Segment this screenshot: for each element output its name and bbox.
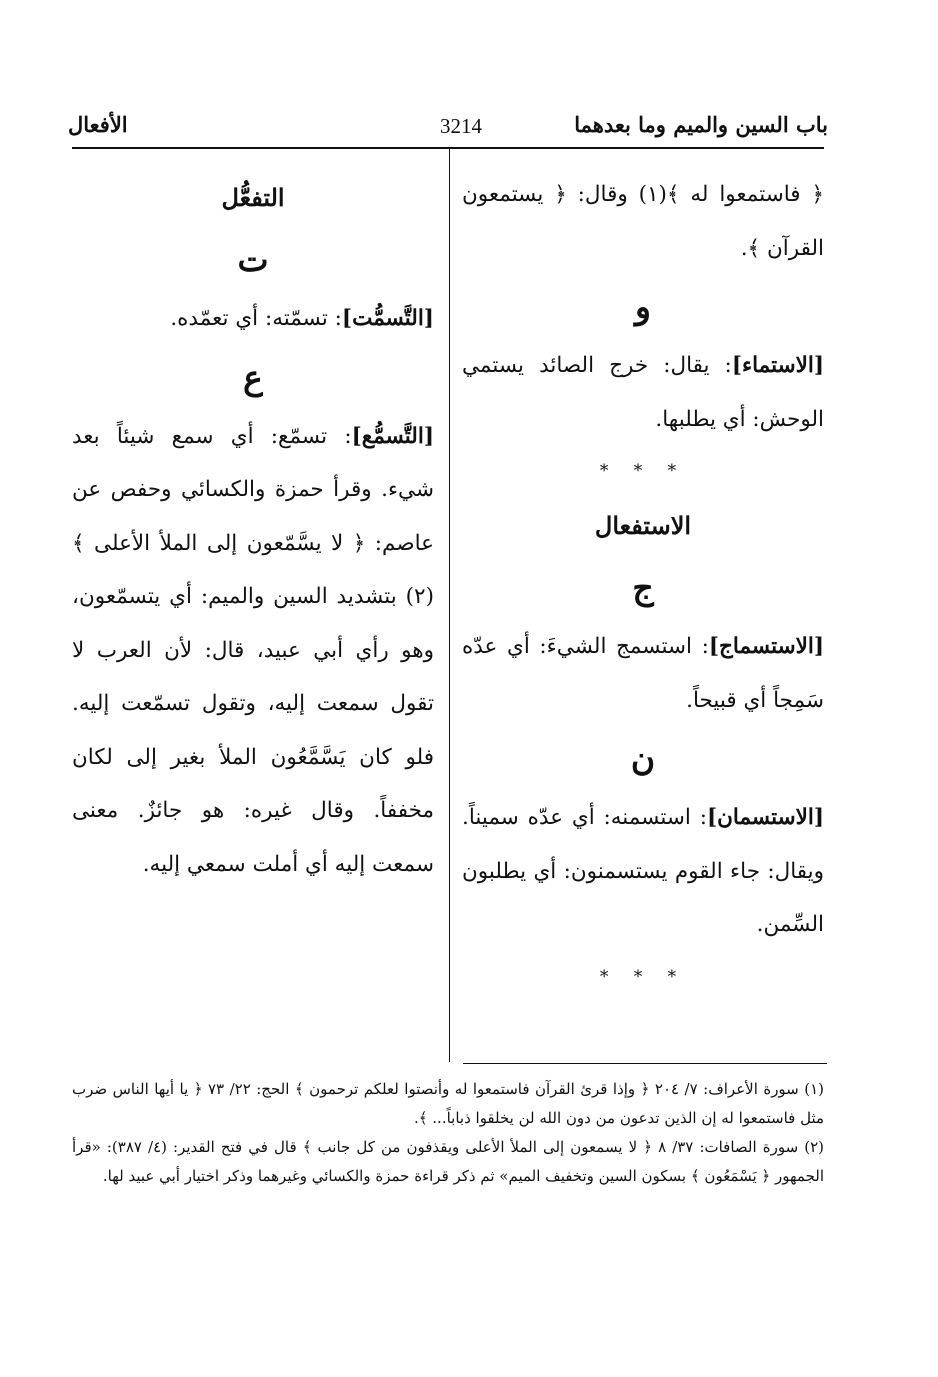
entry-istismaj [462, 620, 824, 727]
letter-heading-waw: و [635, 287, 651, 326]
headword: [التَّسمُّع] [351, 423, 434, 449]
chapter-title: باب السين والميم وما بعدهما [574, 112, 828, 137]
footnote-1: (١) سورة الأعراف: ٧/ ٢٠٤ ﴿ وإذا قرئ القرآن فاستمعوا له وأنصتوا لعلكم ترحمون ﴾ الحج: ٢٢/ ٧٣ ﴿ يا أيها الناس ضرب مثل فاستمعوا له إن الذين تدعون من دون الله لن يخلقوا ذباباً... ﴾. [72, 1080, 824, 1127]
letter-heading-ta: ت [237, 240, 269, 279]
entry-tasammut [72, 292, 434, 346]
column-divider [449, 147, 450, 1062]
section-separator: * * * [599, 461, 687, 481]
letter-heading-jim: ج [632, 568, 654, 607]
entry-continuation: ﴿ فاستمعوا له ﴾(١) وقال: ﴿ يستمعون القرآن ﴾. [462, 182, 824, 261]
entry-text: : تسمّع: أي سمع شيئاً بعد شيء. وقرأ حمزة والكسائي وحفص عن عاصم: ﴿ لا يسَّمّعون إلى الملأ الأعلى ﴾(٢) بتشديد السين والميم: أي يتسمّعون، وهو رأي أبي عبيد، قال: لأن العرب لا تقول سمعت إليه، وتقول تسمّعت إليه. فلو كان يَسَّمَّعُون الملأ بغير إلى لكان مخففاً. وقال غيره: هو جائزٌ. معنى سمعت إليه أي أملت سمعي إليه. [72, 423, 434, 877]
entry-tasammu [72, 410, 434, 892]
page-header [68, 108, 828, 144]
section-heading-tafaul: التفعُّل [221, 183, 285, 212]
footnote-rule [463, 1063, 827, 1064]
entry-text: : استسمج الشيءَ: أي عدّه سَمِجاً أي قبيحاً. [462, 634, 824, 713]
headword: [الاستسمان] [706, 805, 824, 830]
section-title: الأفعال [68, 112, 128, 137]
section-separator: * * * [599, 966, 687, 987]
left-column [72, 168, 434, 891]
right-column [462, 168, 824, 1002]
section-heading-istifaal: الاستفعال [594, 511, 692, 540]
page-number: 3214 [440, 114, 482, 138]
headword: [التَّسمُّت] [341, 306, 434, 331]
entry-text: : استسمنه: أي عدّه سميناً. ويقال: جاء القوم يستسمنون: أي يطلبون السِّمن. [462, 805, 824, 937]
footnote-2: (٢) سورة الصافات: ٣٧/ ٨ ﴿ لا يسمعون إلى الملأ الأعلى ويقذفون من كل جانب ﴾ قال في فتح القدير: (٤/ ٣٨٧): «قرأ الجمهور ﴿ يَسْمَعُون ﴾ بسكون السين وتخفيف الميم» ثم ذكر قراءة حمزة والكسائي وغيرهما وذكر اختيار أبي عبيد لها. [72, 1138, 824, 1185]
entry-istisman [462, 791, 824, 952]
footnotes [72, 1075, 824, 1191]
letter-heading-nun: ن [630, 739, 656, 778]
letter-heading-ayn: ع [243, 357, 263, 397]
headword: [الاستسماج] [708, 634, 824, 659]
header-rule [72, 147, 824, 149]
entry-text: : يقال: خرج الصائد يستمي الوحش: أي يطلبها. [462, 353, 824, 432]
entry-text: : تسمّته: أي تعمّده. [170, 306, 342, 331]
entry-istima [462, 339, 824, 446]
headword: [الاستماء] [731, 353, 824, 378]
